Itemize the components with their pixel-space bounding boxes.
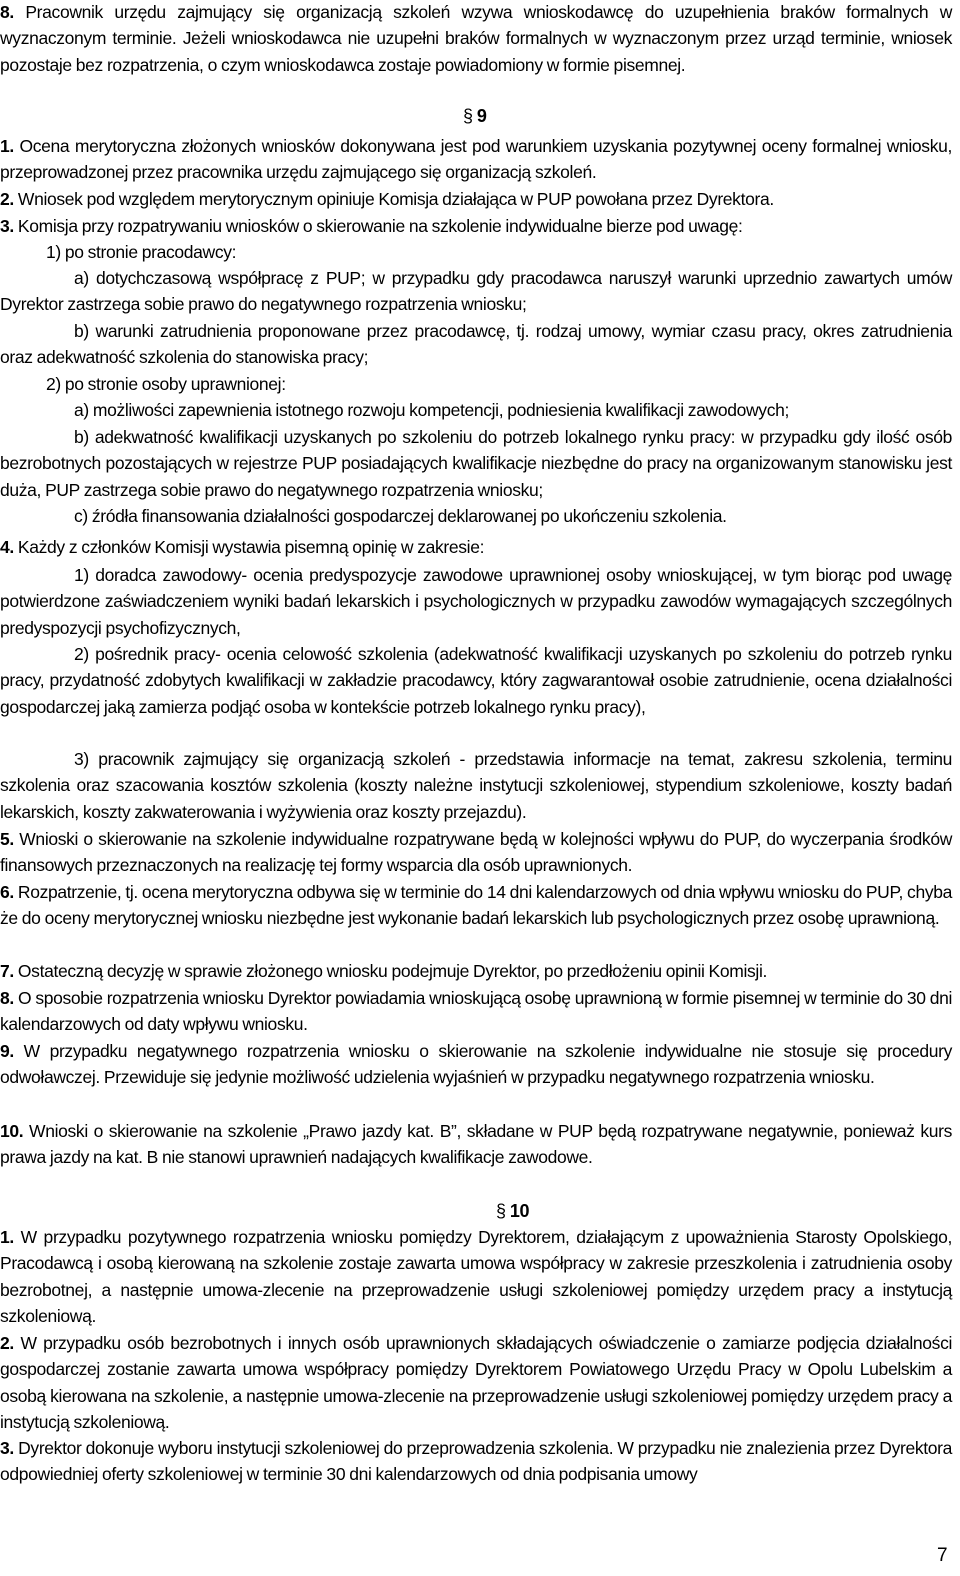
s10-item-2	[0, 1330, 952, 1436]
s10-item-1	[0, 1224, 952, 1330]
item-text: O sposobie rozpatrzenia wniosku Dyrektor powiadamia wnioskującą osobę uprawnioną w formie pisemnej w terminie do 30 dni kalendarzowych od daty wpływu wniosku.	[0, 988, 952, 1035]
s10-item-3	[0, 1435, 952, 1488]
item-text: Wnioski o skierowanie na szkolenie indywidualne rozpatrywane będą w kolejności wpływu do PUP, do wyczerpania środków finansowych przeznaczonych na realizację tej formy wsparcia dla osób uprawnionych.	[0, 829, 953, 876]
section-number: 9	[476, 106, 487, 126]
s9-item-4-2	[0, 641, 952, 720]
item-text: 2) pośrednik pracy- ocenia celowość szkolenia (adekwatność kwalifikacji uzyskanych po szkoleniu do potrzeb rynku pracy, przydatność zdobytych kwalifikacji w zakładzie pracodawcy, który zagwarantował osobie zatrudnienie, ocena działalności gospodarczej jaką zamierza podjąć osoba w kontekście potrzeb lokalnego rynku pracy),	[0, 644, 952, 717]
item-text: Ocena merytoryczna złożonych wniosków dokonywana jest pod warunkiem uzyskania pozytywnej oceny formalnej wniosku, przeprowadzonej przez pracownika urzędu zajmującego się organizacją szkoleń.	[0, 136, 952, 183]
item-text: 1) po stronie pracodawcy:	[46, 242, 237, 262]
item-number: 6.	[0, 882, 14, 902]
s9-item-3-1b	[0, 318, 952, 371]
item-text: Wniosek pod względem merytorycznym opiniuje Komisja działająca w PUP powołana przez Dyrektora.	[17, 189, 774, 209]
s9-item-3-2	[0, 371, 952, 397]
item-number: 5.	[0, 829, 14, 849]
s9-item-10	[0, 1118, 952, 1171]
section-number: 10	[509, 1201, 530, 1221]
item-number: 4.	[0, 537, 14, 557]
item-text: Ostateczną decyzję w sprawie złożonego wniosku podejmuje Dyrektor, po przedłożeniu opinii Komisji.	[17, 961, 767, 981]
paragraph-8	[0, 0, 952, 78]
item-number: 8.	[0, 2, 14, 22]
item-text: 2) po stronie osoby uprawnionej:	[46, 374, 286, 394]
item-text: b) warunki zatrudnienia proponowane przez pracodawcę, tj. rodzaj umowy, wymiar czasu pracy, okres zatrudnienia oraz adekwatność szkolenia do stanowiska pracy;	[0, 321, 952, 368]
item-text: Komisja przy rozpatrywaniu wniosków o skierowanie na szkolenie indywidualne bierze pod uwagę:	[17, 216, 743, 236]
item-number: 10.	[0, 1121, 24, 1141]
page-number: 7	[937, 1545, 948, 1566]
s9-item-8	[0, 985, 952, 1038]
item-text: Rozpatrzenie, tj. ocena merytoryczna odbywa się w terminie do 14 dni kalendarzowych od dnia wpływu wniosku do PUP, chyba że do oceny merytorycznej wniosku niezbędne jest wykonanie badań lekarskich lub psychologicznych przez osobę uprawnioną.	[0, 882, 952, 929]
s9-item-4-3	[0, 746, 952, 825]
item-number: 8.	[0, 988, 14, 1008]
item-text: W przypadku negatywnego rozpatrzenia wniosku o skierowanie na szkolenie indywidualne nie stosuje się procedury odwoławczej. Przewiduje się jedynie możliwość udzielenia wyjaśnień w przypadku negatywnego rozpatrzenia wniosku.	[0, 1041, 952, 1088]
s9-item-2	[0, 186, 952, 212]
item-number: 7.	[0, 961, 14, 981]
item-text: Dyrektor dokonuje wyboru instytucji szkoleniowej do przeprowadzenia szkolenia. W przypadku nie znalezienia przez Dyrektora odpowiedniej oferty szkoleniowej w terminie 30 dni kalendarzowych od dnia podpisania umowy	[0, 1438, 952, 1485]
item-text: W przypadku osób bezrobotnych i innych osób uprawnionych składających oświadczenie o zamiarze podjęcia działalności gospodarczej zostanie zawarta umowa współpracy pomiędzy Dyrektorem Powiatowego Urzędu Pracy w Opolu Lubelskim a osobą kierowana na szkolenie, a następnie umowa-zlecenie na przeprowadzenie usługi szkoleniowej pomiędzy urzędem pracy a instytucją szkoleniową.	[0, 1333, 953, 1433]
s9-item-4-1	[0, 562, 952, 641]
item-number: 9.	[0, 1041, 14, 1061]
item-text: Każdy z członków Komisji wystawia pisemną opinię w zakresie:	[17, 537, 485, 557]
s9-item-3	[0, 213, 952, 239]
item-text: a) możliwości zapewnienia istotnego rozwoju kompetencji, podniesienia kwalifikacji zawodowych;	[74, 400, 789, 420]
s9-item-3-2b	[0, 424, 952, 503]
item-text: Wnioski o skierowanie na szkolenie „Prawo jazdy kat. B”, składane w PUP będą rozpatrywane negatywnie, ponieważ kurs prawa jazdy na kat. B nie stanowi uprawnień nadających kwalifikacje zawodowe.	[0, 1121, 952, 1168]
item-number: 2.	[0, 189, 14, 209]
section-heading-9	[463, 103, 487, 129]
section-heading-10	[496, 1198, 529, 1224]
item-number: 3.	[0, 216, 14, 236]
item-text: a) dotychczasową współpracę z PUP; w przypadku gdy pracodawca naruszył warunki uprzednio zawartych umów Dyrektor zastrzega sobie prawo do negatywnego rozpatrzenia wniosku;	[0, 268, 952, 315]
s9-item-4	[0, 534, 952, 560]
item-text: 3) pracownik zajmujący się organizacją szkoleń - przedstawia informacje na temat, zakresu szkolenia, terminu szkolenia oraz szacowania kosztów szkolenia (koszty należne instytucji szkoleniowej, stypendium szkoleniowe, koszty badań lekarskich, koszty zakwaterowania i wyżywienia oraz koszty przejazdu).	[0, 749, 952, 822]
item-number: 1.	[0, 1227, 14, 1247]
item-number: 1.	[0, 136, 14, 156]
s9-item-5	[0, 826, 952, 879]
s9-item-3-2c	[0, 503, 952, 529]
item-text: 1) doradca zawodowy- ocenia predyspozycje zawodowe uprawnionej osoby wnioskującej, w tym biorąc pod uwagę potwierdzone zaświadczeniem wyniki badań lekarskich i psychologicznych w przypadku zawodów wymagających szczególnych predyspozycji psychofizycznych,	[0, 565, 952, 638]
s9-item-3-1	[0, 239, 952, 265]
s9-item-9	[0, 1038, 952, 1091]
item-text: c) źródła finansowania działalności gospodarczej deklarowanej po ukończeniu szkolenia.	[74, 506, 727, 526]
section-sign: §	[496, 1201, 506, 1221]
s9-item-3-1a	[0, 265, 952, 318]
s9-item-1	[0, 133, 952, 186]
item-text: b) adekwatność kwalifikacji uzyskanych po szkoleniu do potrzeb lokalnego rynku pracy: w przypadku gdy ilość osób bezrobotnych pozostających w rejestrze PUP posiadających kwalifikacje niezbędne do pracy na organizowanym stanowisku jest duża, PUP zastrzega sobie prawo do negatywnego rozpatrzenia wniosku;	[0, 427, 952, 500]
item-number: 3.	[0, 1438, 14, 1458]
section-sign: §	[463, 106, 473, 126]
s9-item-6	[0, 879, 952, 932]
item-text: W przypadku pozytywnego rozpatrzenia wniosku pomiędzy Dyrektorem, działającym z upoważnienia Starosty Opolskiego, Pracodawcą i osobą kierowaną na szkolenie zostaje zawarta umowa współpracy w zakresie przeszkolenia i zatrudnienia osoby bezrobotnej, a następnie umowa-zlecenie na przeprowadzenie usługi szkoleniowej pomiędzy urzędem pracy a instytucją szkoleniową.	[0, 1227, 953, 1327]
item-number: 2.	[0, 1333, 14, 1353]
item-text: Pracownik urzędu zajmujący się organizacją szkoleń wzywa wnioskodawcę do uzupełnienia braków formalnych w wyznaczonym terminie. Jeżeli wnioskodawca nie uzupełni braków formalnych w wyznaczonym przez urząd terminie, wniosek pozostaje bez rozpatrzenia, o czym wnioskodawca zostaje powiadomiony w formie pisemnej.	[0, 2, 952, 75]
s9-item-3-2a	[0, 397, 952, 423]
s9-item-7	[0, 958, 952, 984]
